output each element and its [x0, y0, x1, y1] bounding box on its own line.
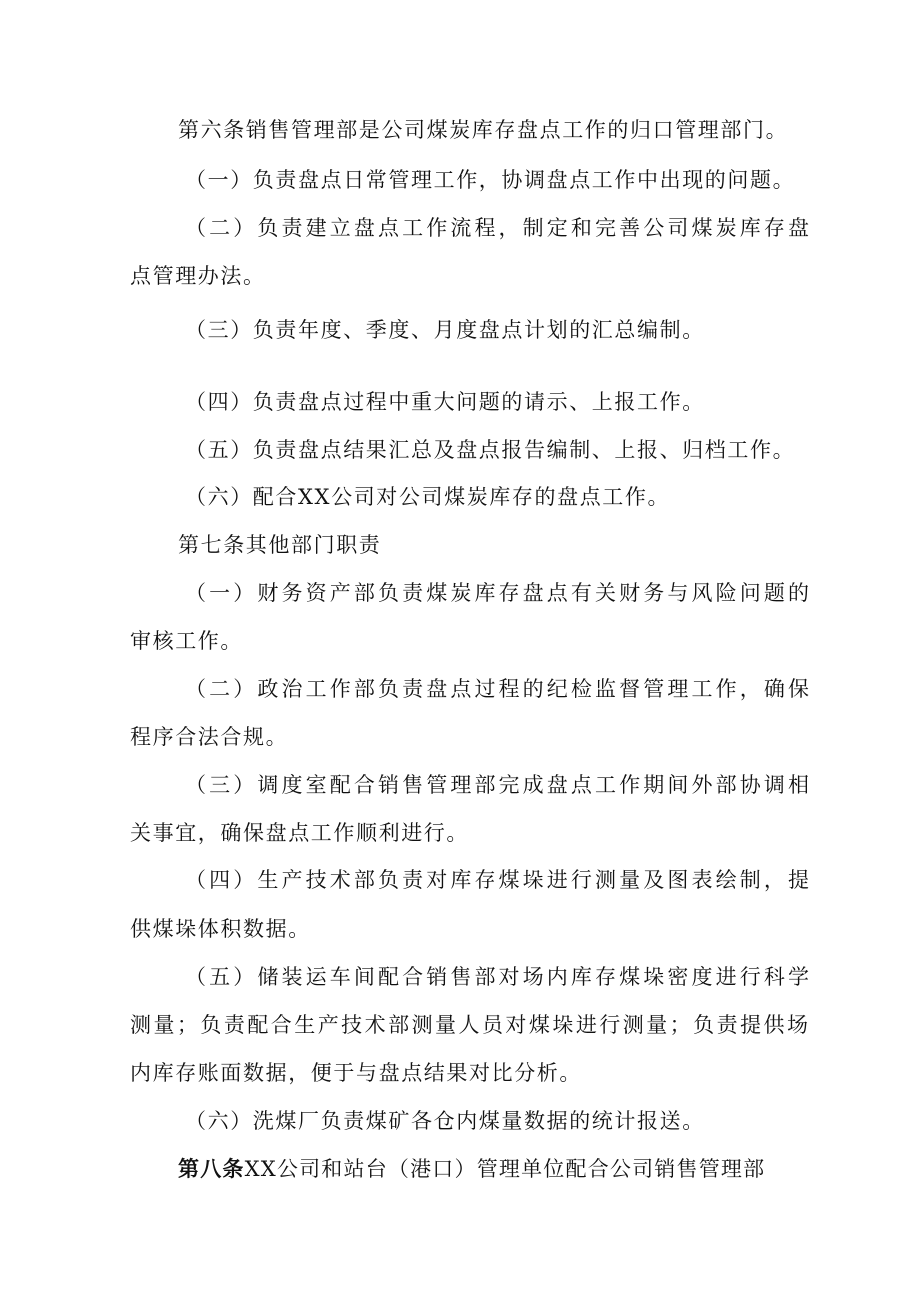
article-7-item-3-cont: 关事宜，确保盘点工作顺利进行。 [130, 821, 469, 845]
article-7-item-4: （四）生产技术部负责对库存煤垛进行测量及图表绘制，提 [185, 868, 809, 892]
article-7-item-1-cont: 审核工作。 [130, 629, 243, 653]
article-6-heading: 第六条销售管理部是公司煤炭库存盘点工作的归口管理部门。 [178, 118, 789, 142]
article-6-item-1: （一）负责盘点日常管理工作，协调盘点工作中出现的问题。 [185, 168, 796, 192]
article-7-item-5-cont-2: 内库存账面数据，便于与盘点结果对比分析。 [130, 1061, 582, 1085]
article-7-item-1: （一）财务资产部负责煤炭库存盘点有关财务与风险问题的 [185, 581, 809, 605]
article-8-heading: 第八条 [178, 1156, 245, 1181]
article-7-heading: 第七条其他部门职责 [178, 533, 382, 557]
article-7-item-3: （三）调度室配合销售管理部完成盘点工作期间外部协调相 [185, 773, 809, 797]
article-6-item-5: （五）负责盘点结果汇总及盘点报告编制、上报、归档工作。 [185, 438, 796, 462]
article-7-item-6: （六）洗煤厂负责煤矿各仓内煤量数据的统计报送。 [185, 1109, 705, 1133]
article-8-text: XX公司和站台（港口）管理单位配合公司销售管理部 [244, 1157, 766, 1181]
article-6-item-6: （六）配合XX公司对公司煤炭库存的盘点工作。 [185, 485, 671, 509]
article-7-item-5-cont-1: 测量；负责配合生产技术部测量人员对煤垛进行测量；负责提供场 [130, 1013, 808, 1037]
article-7-item-5: （五）储装运车间配合销售部对场内库存煤垛密度进行科学 [185, 965, 809, 989]
article-6-item-2: （二）负责建立盘点工作流程，制定和完善公司煤炭库存盘 [185, 216, 809, 240]
article-8-line [178, 1156, 808, 1182]
article-7-item-2: （二）政治工作部负责盘点过程的纪检监督管理工作，确保 [185, 677, 809, 701]
article-6-item-2-cont: 点管理办法。 [130, 264, 266, 288]
article-6-item-3: （三）负责年度、季度、月度盘点计划的汇总编制。 [185, 318, 705, 342]
article-6-item-4: （四）负责盘点过程中重大问题的请示、上报工作。 [185, 390, 705, 414]
article-7-item-4-cont: 供煤垛体积数据。 [130, 917, 311, 941]
article-7-item-2-cont: 程序合法合规。 [130, 725, 289, 749]
